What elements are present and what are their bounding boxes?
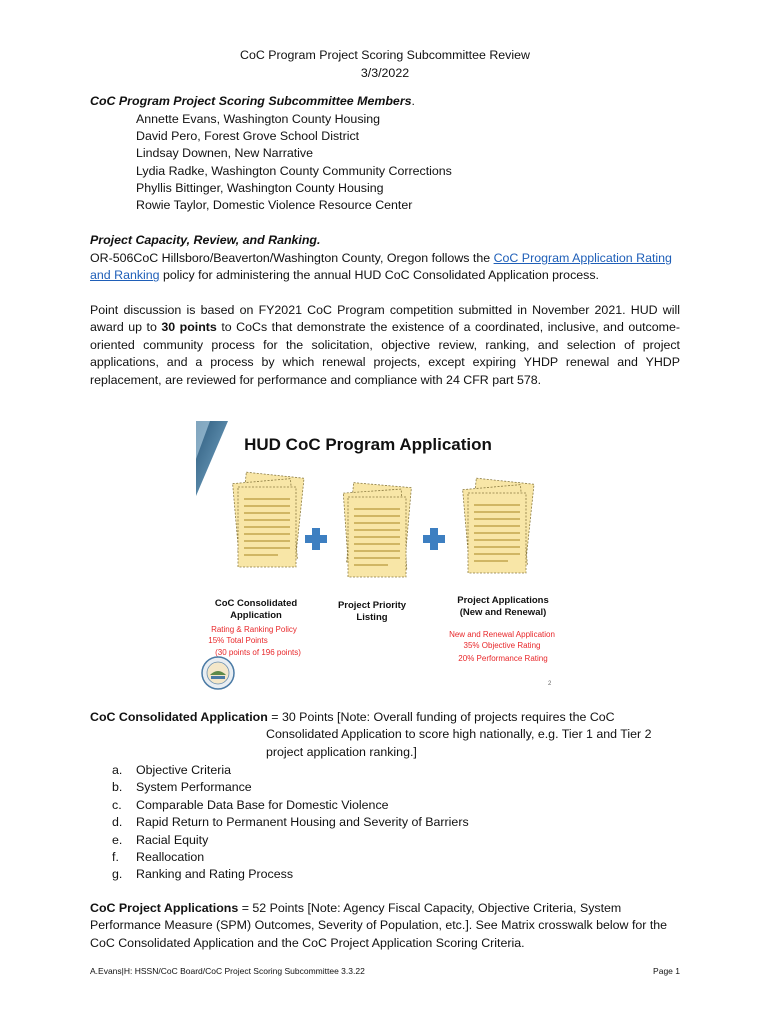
col2-title-2: Listing xyxy=(356,612,388,623)
plus-icon xyxy=(423,528,445,550)
member-item: Lydia Radke, Washington County Community Corrections xyxy=(136,163,452,178)
capacity-text-before: OR-506CoC Hillsboro/Beaverton/Washington County, Oregon follows the xyxy=(90,251,494,265)
list-text: Reallocation xyxy=(136,850,205,865)
paper-stack-projects xyxy=(463,478,534,573)
points-paragraph xyxy=(90,302,680,389)
list-letter: a. xyxy=(112,763,123,777)
consolidated-note: Consolidated Application to score high nationally, e.g. Tier 1 and Tier 2 project application ranking.] xyxy=(266,727,652,759)
col1-red-2: 15% Total Points xyxy=(208,636,268,645)
page-header xyxy=(0,47,770,82)
plus-icon xyxy=(305,528,327,550)
consolidated-line xyxy=(90,709,680,726)
projects-text: = 52 Points [Note: Agency Fiscal Capacity, Objective Criteria, System Performance Measure (SPM) Outcomes, Severity of Population, etc.]. See Matrix crosswalk below for the CoC Consolidated Application and the CoC Project Application Scoring Criteria. xyxy=(90,901,668,950)
list-letter: g. xyxy=(112,867,123,882)
document-title: CoC Program Project Scoring Subcommittee Review xyxy=(240,48,530,62)
member-item: Phyllis Bittinger, Washington County Housing xyxy=(136,180,384,195)
rating-ranking-policy-link[interactable]: CoC Program Application Rating and Ranking xyxy=(90,251,672,283)
projects-section xyxy=(90,900,680,952)
capacity-paragraph xyxy=(90,250,680,285)
col2-title-1: Project Priority xyxy=(337,600,407,611)
graphic-title: HUD CoC Program Application xyxy=(244,435,492,454)
points-text-after: to CoCs that demonstrate the existence of a coordinated, inclusive, and outcome-oriented community process for the solicitation, objective review, ranking, and selection of project applications, and a process by which renewal projects, except expiring YHDP renewal and YHDP replacement, are reviewed for performance and compliance with 24 CFR part 578. xyxy=(90,320,680,387)
slide-number: 2 xyxy=(548,681,552,687)
member-item: Rowie Taylor, Domestic Violence Resource Center xyxy=(136,198,413,213)
list-letter: d. xyxy=(112,815,123,830)
list-item xyxy=(112,779,469,796)
col1-red-1: Rating & Ranking Policy xyxy=(211,625,297,634)
col3-title-1: Project Applications xyxy=(457,595,549,606)
list-item xyxy=(112,814,469,831)
list-text: System Performance xyxy=(136,780,252,795)
members-heading-text: CoC Program Project Scoring Subcommittee Members xyxy=(90,94,412,108)
paper-stack-priority xyxy=(343,483,411,577)
paper-stack-consolidated xyxy=(233,472,304,567)
col3-red-3: 20% Performance Rating xyxy=(458,654,548,663)
county-seal-icon xyxy=(202,657,234,689)
col3-red-2: 35% Objective Rating xyxy=(463,641,541,650)
col1-title-1: CoC Consolidated xyxy=(214,598,298,609)
member-item: David Pero, Forest Grove School District xyxy=(136,129,360,144)
points-bold: 30 points xyxy=(161,320,217,335)
list-text: Ranking and Rating Process xyxy=(136,867,294,882)
member-item: Lindsay Downen, New Narrative xyxy=(136,146,313,161)
col1-title-2: Application xyxy=(230,610,282,621)
capacity-text-after: policy for administering the annual HUD CoC Consolidated Application process. xyxy=(159,268,599,283)
consolidated-label: CoC Consolidated Application xyxy=(90,710,268,724)
members-heading xyxy=(90,93,415,110)
consolidated-section xyxy=(90,709,680,761)
projects-label: CoC Project Applications xyxy=(90,901,239,915)
list-letter: e. xyxy=(112,832,123,847)
list-text: Objective Criteria xyxy=(136,763,232,777)
col3-red-1: New and Renewal Application xyxy=(449,630,555,639)
capacity-heading: Project Capacity, Review, and Ranking. xyxy=(90,233,321,247)
members-list xyxy=(136,111,452,214)
criteria-list xyxy=(112,762,469,884)
hud-application-graphic xyxy=(196,421,556,696)
footer-path: A.Evans|H: HSSN/CoC Board/CoC Project Scoring Subcommittee 3.3.22 xyxy=(90,966,365,976)
list-text: Rapid Return to Permanent Housing and Severity of Barriers xyxy=(136,815,469,830)
list-letter: c. xyxy=(112,797,122,812)
list-letter: f. xyxy=(112,850,119,865)
points-text-before: Point discussion is based on FY2021 CoC Program competition submitted in November 2021. HUD will award up to xyxy=(90,303,680,335)
list-item xyxy=(112,797,469,814)
list-item xyxy=(112,849,469,866)
document-date: 3/3/2022 xyxy=(360,65,410,80)
list-text: Racial Equity xyxy=(136,832,209,847)
col1-red-3: (30 points of 196 points) xyxy=(215,648,301,657)
page-footer xyxy=(90,966,680,976)
members-heading-punct: . xyxy=(411,94,415,108)
page-number: Page 1 xyxy=(653,966,680,976)
list-text: Comparable Data Base for Domestic Violence xyxy=(136,797,389,812)
list-item xyxy=(112,832,469,849)
consolidated-text: = 30 Points [Note: Overall funding of projects requires the CoC xyxy=(267,710,615,724)
col3-title-2: (New and Renewal) xyxy=(459,607,547,618)
list-item xyxy=(112,762,469,779)
list-item xyxy=(112,866,469,883)
member-item: Annette Evans, Washington County Housing xyxy=(136,112,381,126)
list-letter: b. xyxy=(112,780,123,795)
